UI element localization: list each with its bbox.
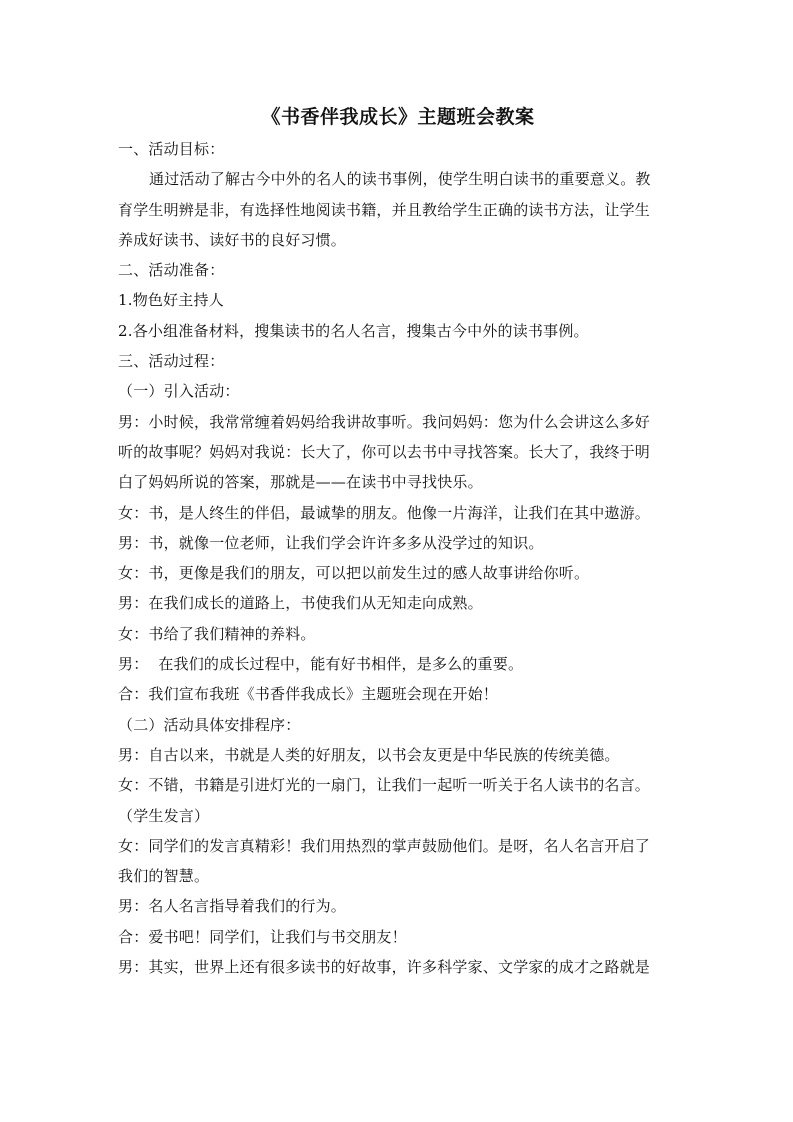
dialogue-line: 男：其实，世界上还有很多读书的好故事，许多科学家、文学家的成才之路就是	[118, 958, 651, 977]
stage-direction: （学生发言）	[118, 806, 210, 825]
dialogue-line: 我们的智慧。	[118, 867, 210, 886]
dialogue-line: 白了妈妈所说的答案，那就是——在读书中寻找快乐。	[118, 473, 483, 492]
dialogue-line: 女：书，更像是我们的朋友，可以把以前发生过的感人故事讲给你听。	[118, 564, 590, 583]
dialogue-line: 男：名人名言指导着我们的行为。	[118, 897, 347, 916]
subsection-heading-intro: （一）引入活动：	[118, 382, 240, 401]
section-heading-process: 三、活动过程：	[118, 352, 225, 371]
paragraph-line: 养成好读书、读好书的良好习惯。	[118, 230, 347, 249]
dialogue-line: 男： 在我们的成长过程中，能有好书相伴，是多么的重要。	[118, 655, 524, 674]
dialogue-line: 男：自古以来，书就是人类的好朋友，以书会友更是中华民族的传统美德。	[118, 745, 620, 764]
dialogue-line: 女：不错，书籍是引进灯光的一扇门，让我们一起听一听关于名人读书的名言。	[118, 776, 651, 795]
dialogue-line: 男：书，就像一位老师，让我们学会许许多多从没学过的知识。	[118, 533, 544, 552]
dialogue-line: 女：同学们的发言真精彩！我们用热烈的掌声鼓励他们。是呀，名人名言开启了	[118, 836, 651, 855]
document-body	[118, 134, 678, 982]
dialogue-line: 合：爱书吧！同学们，让我们与书交朋友！	[118, 927, 407, 946]
paragraph-line: 育学生明辨是非，有选择性地阅读书籍，并且教给学生正确的读书方法，让学生	[118, 200, 651, 219]
section-heading-preparation: 二、活动准备：	[118, 261, 225, 280]
subsection-heading-schedule: （二）活动具体安排程序：	[118, 715, 301, 734]
document-title: 《书香伴我成长》主题班会教案	[261, 106, 535, 128]
dialogue-line: 男：小时候，我常常缠着妈妈给我讲故事听。我问妈妈：您为什么会讲这么多好	[118, 412, 651, 431]
list-item: 1.物色好主持人	[118, 291, 224, 310]
dialogue-line: 女：书给了我们精神的养料。	[118, 624, 316, 643]
dialogue-line: 男：在我们成长的道路上，书使我们从无知走向成熟。	[118, 594, 483, 613]
section-heading-goals: 一、活动目标：	[118, 140, 225, 158]
dialogue-line: 女：书，是人终生的伴侣，最诚挚的朋友。他像一片海洋，让我们在其中遨游。	[118, 503, 651, 522]
document-page	[118, 100, 678, 982]
paragraph-line: 通过活动了解古今中外的名人的读书事例，使学生明白读书的重要意义。教	[149, 170, 651, 189]
dialogue-line: 听的故事呢？妈妈对我说：长大了，你可以去书中寻找答案。长大了，我终于明	[118, 442, 651, 461]
list-item: 2.各小组准备材料，搜集读书的名人名言，搜集古今中外的读书事例。	[118, 321, 589, 340]
dialogue-line: 合：我们宣布我班《书香伴我成长》主题班会现在开始！	[118, 685, 499, 704]
